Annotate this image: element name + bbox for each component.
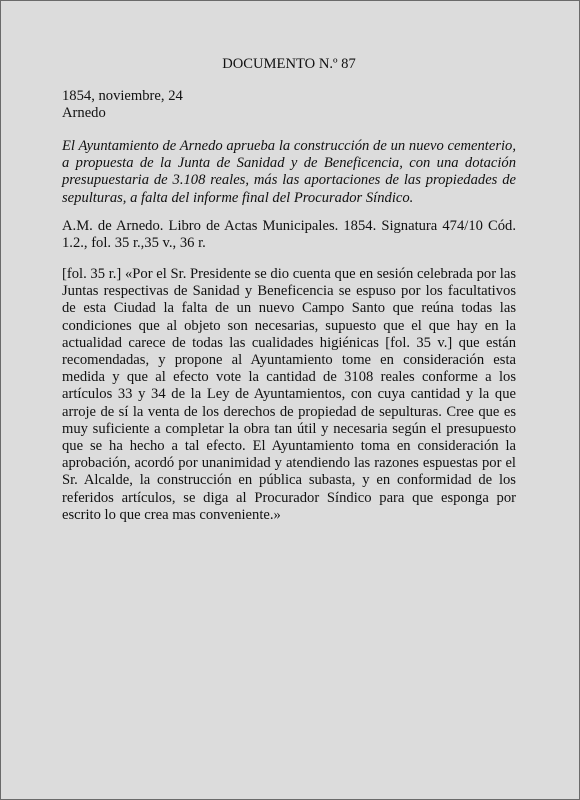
- document-summary: El Ayuntamiento de Arnedo aprueba la construcción de un nuevo cementerio, a propuesta de la Junta de Sanidad y de Beneficencia, con una dotación presupuestaria de 3.108 reales, más las aportaciones de las propiedades de sepulturas, a falta del informe final del Procurador Síndico.: [62, 138, 516, 206]
- archival-source: A.M. de Arnedo. Libro de Actas Municipales. 1854. Signatura 474/10 Cód. 1.2., fol. 35 r.,35 v., 36 r.: [62, 218, 516, 252]
- document-place: Arnedo: [62, 105, 106, 121]
- transcription-body: [fol. 35 r.] «Por el Sr. Presidente se dio cuenta que en sesión celebrada por las Juntas respectivas de Sanidad y Beneficencia se espuso por los facultativos de esta Ciudad la falta de un nuevo Campo Santo que reúna todas las condiciones que al objeto son necesarias, supuesto que el que hay en la actualidad carece de todas las cualidades higiénicas [fol. 35 v.] que están recomendadas, y propone al Ayuntamiento tome en consideración esta medida y que al efecto vote la cantidad de 3108 reales conforme a los artículos 33 y 34 de la Ley de Ayuntamientos, con cuya cantidad y la que arroje de sí la venta de los derechos de propiedad de sepulturas. Cree que es muy suficiente a completar la obra tan útil y necesaria según el presupuesto que se ha hecho a tal efecto. El Ayuntamiento toma en consideración la aprobación, acordó por unanimidad y atendiendo las razones espuestas por el Sr. Alcalde, la construcción en pública subasta, y en conformidad de los referidos artículos, se diga al Procurador Síndico para que esponga por escrito lo que crea mas conveniente.»: [62, 266, 516, 523]
- document-heading: DOCUMENTO N.º 87: [222, 56, 356, 72]
- document-date: 1854, noviembre, 24: [62, 88, 183, 104]
